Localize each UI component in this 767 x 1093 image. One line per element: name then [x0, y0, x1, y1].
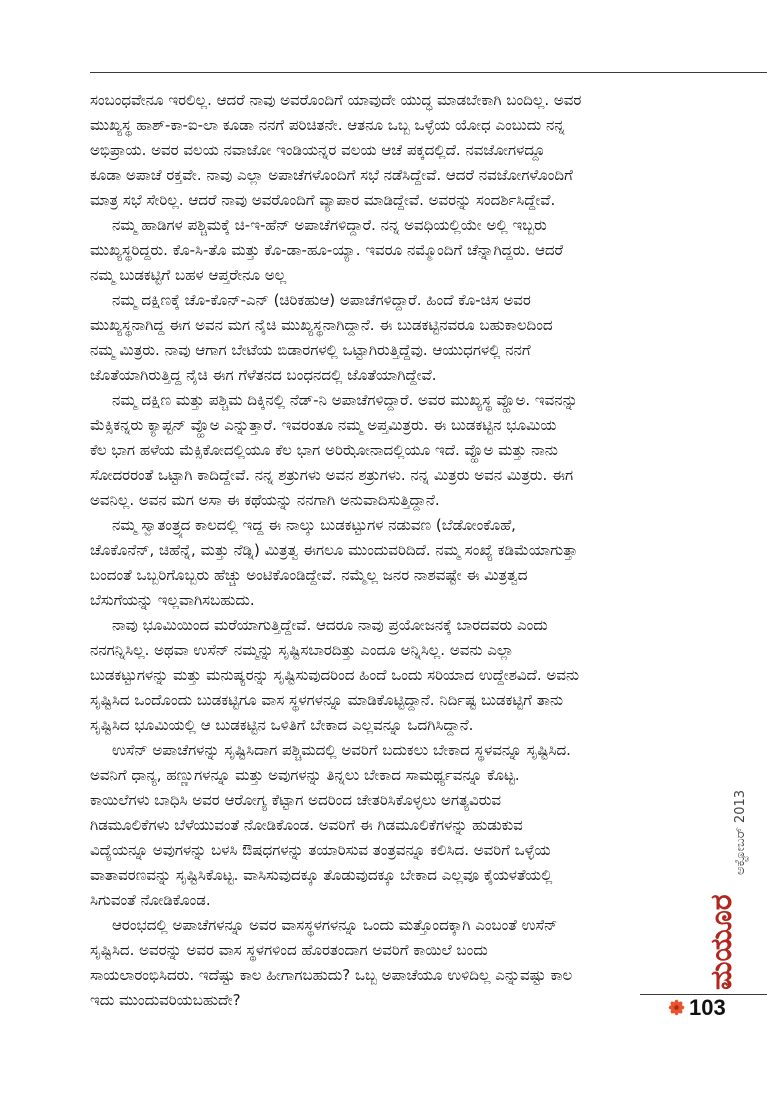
text-line: ಉಸೆನ್ ಅಪಾಚೆಗಳನ್ನು ಸೃಷ್ಟಿಸಿದಾಗ ಪಶ್ಚಿಮದಲ್ಲಿ ಅವರಿಗೆ ಬದುಕಲು ಬೇಕಾದ ಸ್ಥಳವನ್ನೂ ಸೃಷ್ಟಿಸಿದ.: [112, 741, 571, 759]
text-line: ಸೃಷ್ಟಿಸಿದ ಭೂಮಿಯಲ್ಲಿ ಆ ಬುಡಕಟ್ಟಿನ ಒಳಿತಿಗೆ ಬೇಕಾದ ಎಲ್ಲವನ್ನೂ ಒದಗಿಸಿದ್ದಾನೆ.: [90, 716, 474, 734]
text-line: ಅವನಿಲ್ಲ. ಅವನ ಮಗ ಅಸಾ ಈ ಕಥೆಯನ್ನು ನನಗಾಗಿ ಅನುವಾದಿಸುತ್ತಿದ್ದಾನೆ.: [90, 491, 440, 509]
text-line: ಕಾಯಿಲೆಗಳು ಬಾಧಿಸಿ ಅವರ ಆರೋಗ್ಯ ಕೆಟ್ಟಾಗ ಅದರಿಂದ ಚೇತರಿಸಿಕೊಳ್ಳಲು ಅಗತ್ಯವಿರುವ: [90, 791, 502, 809]
text-line: ಬುಡಕಟ್ಟುಗಳನ್ನು ಮತ್ತು ಮನುಷ್ಯರನ್ನು ಸೃಷ್ಟಿಸುವುದರಿಂದ ಹಿಂದೆ ಒಂದು ಸರಿಯಾದ ಉದ್ದೇಶವಿದೆ. ಅವನು: [90, 666, 580, 684]
paragraph: [90, 913, 735, 1013]
paragraph: [90, 613, 735, 738]
paragraph: [90, 288, 735, 388]
text-line: ನಮ್ಮ ಮಿತ್ರರು. ನಾವು ಆಗಾಗ ಬೇಟೆಯ ಬಿಡಾರಗಳಲ್ಲಿ ಒಟ್ಟಾಗಿರುತ್ತಿದ್ದೆವು. ಆಯುಧಗಳಲ್ಲಿ ನನಗೆ: [90, 341, 531, 359]
issue-date: ಅಕ್ಟೋಬರ್ 2013: [733, 789, 748, 875]
paragraph: [90, 513, 735, 613]
text-line: ಕೂಡಾ ಅಪಾಚೆ ರಕ್ತವೇ. ನಾವು ಎಲ್ಲಾ ಅಪಾಚೆಗಳೊಂದಿಗೆ ಸಭೆ ನಡೆಸಿದ್ದೇವೆ. ಆದರೆ ನವಜೋಗಳೊಂದಿಗೆ: [90, 166, 573, 184]
paragraph: [90, 738, 735, 913]
text-line: ನಾವು ಭೂಮಿಯಿಂದ ಮರೆಯಾಗುತ್ತಿದ್ದೇವೆ. ಆದರೂ ನಾವು ಪ್ರಯೋಜನಕ್ಕೆ ಬಾರದವರು ಎಂದು: [112, 616, 548, 634]
text-line: ಸಿಗುವಂತೆ ನೋಡಿಕೊಂಡ.: [90, 891, 211, 909]
text-line: ಬಂದಂತೆ ಒಬ್ಬರಿಗೊಬ್ಬರು ಹೆಚ್ಚು ಅಂಟಿಕೊಂಡಿದ್ದೇವೆ. ನಮ್ಮೆಲ್ಲ ಜನರ ನಾಶವಷ್ಟೇ ಈ ಮಿತ್ರತ್ವದ: [90, 566, 528, 584]
text-line: ಸಂಬಂಧವೇನೂ ಇರಲಿಲ್ಲ. ಆದರೆ ನಾವು ಅವರೊಂದಿಗೆ ಯಾವುದೇ ಯುದ್ಧ ಮಾಡಬೇಕಾಗಿ ಬಂದಿಲ್ಲ. ಅವರ: [90, 91, 582, 109]
text-line: ಆರಂಭದಲ್ಲಿ ಅಪಾಚೆಗಳನ್ನೂ ಅವರ ವಾಸಸ್ಥಳಗಳನ್ನೂ ಒಂದು ಮತ್ತೊಂದಕ್ಕಾಗಿ ಎಂಬಂತೆ ಉಸೆನ್: [112, 916, 558, 934]
text-line: ನಮ್ಮ ದಕ್ಷಿಣಕ್ಕೆ ಚೊ-ಕೊನ್-ಎನ್ (ಚಿರಿಕಹುಆ) ಅಪಾಚೆಗಳಿದ್ದಾರೆ. ಹಿಂದೆ ಕೊ-ಚಿಸ ಅವರ: [112, 291, 531, 309]
text-line: ಸೃಷ್ಟಿಸಿದ ಒಂದೊಂದು ಬುಡಕಟ್ಟಿಗೂ ವಾಸ ಸ್ಥಳಗಳನ್ನೂ ಮಾಡಿಕೊಟ್ಟಿದ್ದಾನೆ. ನಿರ್ದಿಷ್ಟ ಬುಡಕಟ್ಟಿಗೆ ತಾನು: [90, 691, 564, 709]
text-line: ಗಿಡಮೂಲಿಕೆಗಳು ಬೆಳೆಯುವಂತೆ ನೋಡಿಕೊಂಡ. ಅವರಿಗೆ ಈ ಗಿಡಮೂಲಿಕೆಗಳನ್ನು ಹುಡುಕುವ: [90, 816, 523, 834]
text-line: ಮುಖ್ಯಸ್ಥರಿದ್ದರು. ಕೊ-ಸಿ-ತೊ ಮತ್ತು ಕೊ-ಡಾ-ಹೂ-ಯ್ಯಾ. ಇವರೂ ನಮ್ಮೊಂದಿಗೆ ಚೆನ್ನಾಗಿದ್ದರು. ಆದರೆ: [90, 241, 564, 259]
text-line: ಜೊತೆಯಾಗಿರುತ್ತಿದ್ದ ನೈಚಿ ಈಗ ಗೆಳೆತನದ ಬಂಧನದಲ್ಲಿ ಜೊತೆಯಾಗಿದ್ದೇವೆ.: [90, 366, 437, 384]
page-number: 103: [689, 995, 726, 1020]
text-line: ಸಾಯಲಾರಂಭಿಸಿದರು. ಇದೆಷ್ಟು ಕಾಲ ಹೀಗಾಗಬಹುದು? ಒಬ್ಬ ಅಪಾಚೆಯೂ ಉಳಿದಿಲ್ಲ ಎನ್ನುವಷ್ಟು ಕಾಲ: [90, 966, 573, 984]
text-line: ಸೋದರರಂತೆ ಒಟ್ಟಾಗಿ ಕಾದಿದ್ದೇವೆ. ನನ್ನ ಶತ್ರುಗಳು ಅವನ ಶತ್ರುಗಳು. ನನ್ನ ಮಿತ್ರರು ಅವನ ಮಿತ್ರರು. ಈಗ: [90, 466, 574, 484]
text-line: ನಮ್ಮ ದಕ್ಷಿಣ ಮತ್ತು ಪಶ್ಚಿಮ ದಿಕ್ಕಿನಲ್ಲಿ ನೆಡ್-ನಿ ಅಪಾಚೆಗಳಿದ್ದಾರೆ. ಅವರ ಮುಖ್ಯಸ್ಥ ವ್ಹೊಅ. ಇವನನ್ನು: [112, 391, 578, 409]
text-line: ವಿದ್ಯೆಯನ್ನೂ ಅವುಗಳನ್ನು ಬಳಸಿ ಔಷಧಗಳನ್ನು ತಯಾರಿಸುವ ತಂತ್ರವನ್ನೂ ಕಲಿಸಿದ. ಅವರಿಗೆ ಒಳ್ಳೆಯ: [90, 841, 551, 859]
text-line: ಇದು ಮುಂದುವರಿಯಬಹುದೇ?: [90, 991, 241, 1009]
text-line: ಮಾತ್ರ ಸಭೆ ಸೇರಿಲ್ಲ. ಆದರೆ ನಾವು ಅವರೊಂದಿಗೆ ವ್ಯಾಪಾರ ಮಾಡಿದ್ದೇವೆ. ಅವರನ್ನು ಸಂದರ್ಶಿಸಿದ್ದೇವೆ.: [90, 191, 556, 209]
text-line: ನಮ್ಮ ಸ್ವಾತಂತ್ರ್ಯದ ಕಾಲದಲ್ಲಿ ಇದ್ದ ಈ ನಾಲ್ಕು ಬುಡಕಟ್ಟುಗಳ ನಡುವಣ (ಬೆಡೋಂಕೊಹೆ,: [112, 516, 516, 534]
text-line: ಅವನಿಗೆ ಧಾನ್ಯ, ಹಣ್ಣುಗಳನ್ನೂ ಮತ್ತು ಅವುಗಳನ್ನು ತಿನ್ನಲು ಬೇಕಾದ ಸಾಮರ್ಥ್ಯವನ್ನೂ ಕೊಟ್ಟ.: [90, 766, 520, 784]
paragraph: [90, 88, 735, 213]
text-line: ಮುಖ್ಯಸ್ಥ ಹಾಶ್-ಕಾ-ಐ-ಲಾ ಕೂಡಾ ನನಗೆ ಪರಿಚಿತನೇ. ಆತನೂ ಒಬ್ಬ ಒಳ್ಳೆಯ ಯೋಧ ಎಂಬುದು ನನ್ನ: [90, 116, 565, 134]
text-line: ಅಭಿಪ್ರಾಯ. ಅವರ ವಲಯ ನವಾಜೋ ಇಂಡಿಯನ್ನರ ವಲಯ ಆಚೆ ಪಕ್ಕದಲ್ಲಿದೆ. ನವಜೋಗಳದ್ದೂ: [90, 141, 545, 159]
text-line: ಸೃಷ್ಟಿಸಿದ. ಅವರನ್ನು ಅವರ ವಾಸ ಸ್ಥಳಗಳಿಂದ ಹೊರತಂದಾಗ ಅವರಿಗೆ ಕಾಯಿಲೆ ಬಂದು: [90, 941, 488, 959]
paragraph: [90, 388, 735, 513]
text-line: ವಾತಾವರಣವನ್ನು ಸೃಷ್ಟಿಸಿಕೊಟ್ಟ. ವಾಸಿಸುವುದಕ್ಕೂ ತೊಡುವುದಕ್ಕೂ ಬೇಕಾದ ಎಲ್ಲವೂ ಕೈಯಳತೆಯಲ್ಲಿ: [90, 866, 553, 884]
text-line: ನಮ್ಮ ಬುಡಕಟ್ಟಿಗೆ ಬಹಳ ಆಪ್ತರೇನೂ ಅಲ್ಲ: [90, 266, 287, 284]
text-line: ನನಗನ್ನಿಸಿಲ್ಲ. ಅಥವಾ ಉಸೆನ್ ನಮ್ಮನ್ನು ಸೃಷ್ಟಿಸಬಾರದಿತ್ತು ಎಂದೂ ಅನ್ನಿಸಿಲ್ಲ. ಅವನು ಎಲ್ಲಾ: [90, 641, 514, 659]
article-body: [90, 88, 735, 1013]
text-line: ಮುಖ್ಯಸ್ಥನಾಗಿದ್ದ ಈಗ ಅವನ ಮಗ ನೈಚಿ ಮುಖ್ಯಸ್ಥನಾಗಿದ್ದಾನೆ. ಈ ಬುಡಕಟ್ಟಿನವರೂ ಬಹುಕಾಲದಿಂದ: [90, 316, 553, 334]
text-line: ನಮ್ಮ ಹಾಡಿಗಳ ಪಶ್ಚಿಮಕ್ಕೆ ಚಿ-ಇ-ಹೆನ್ ಅಪಾಚೆಗಳಿದ್ದಾರೆ. ನನ್ನ ಅವಧಿಯಲ್ಲಿಯೇ ಅಲ್ಲಿ ಇಬ್ಬರು: [112, 216, 547, 234]
text-line: ಚೊಕೊನೆನ್, ಚಿಹೆನ್ನೆ, ಮತ್ತು ನೆಡ್ನಿ) ಮಿತ್ರತ್ವ ಈಗಲೂ ಮುಂದುವರಿದಿದೆ. ನಮ್ಮ ಸಂಖ್ಯೆ ಕಡಿಮೆಯಾಗುತ್ತಾ: [90, 541, 578, 559]
flower-icon: [668, 999, 685, 1016]
text-line: ಬೆಸುಗೆಯನ್ನು ಇಲ್ಲವಾಗಿಸಬಹುದು.: [90, 591, 255, 609]
text-line: ಕೆಲ ಭಾಗ ಹಳೆಯ ಮೆಕ್ಸಿಕೋದಲ್ಲಿಯೂ ಕೆಲ ಭಾಗ ಅರಿಝೋನಾದಲ್ಲಿಯೂ ಇದೆ. ವ್ಹೊಅ ಮತ್ತು ನಾನು: [90, 441, 558, 459]
paragraph: [90, 213, 735, 288]
top-rule: [90, 72, 767, 73]
magazine-logo: ಮಯೂರ: [704, 894, 739, 990]
text-line: ಮೆಕ್ಸಿಕನ್ನರು ಕ್ಯಾಪ್ಟನ್ ವ್ಹೊಅ ಎನ್ನುತ್ತಾರೆ. ಇವರಂತೂ ನಮ್ಮ ಅಪ್ತಮಿತ್ರರು. ಈ ಬುಡಕಟ್ಟಿನ ಭೂಮಿಯ: [90, 416, 557, 434]
